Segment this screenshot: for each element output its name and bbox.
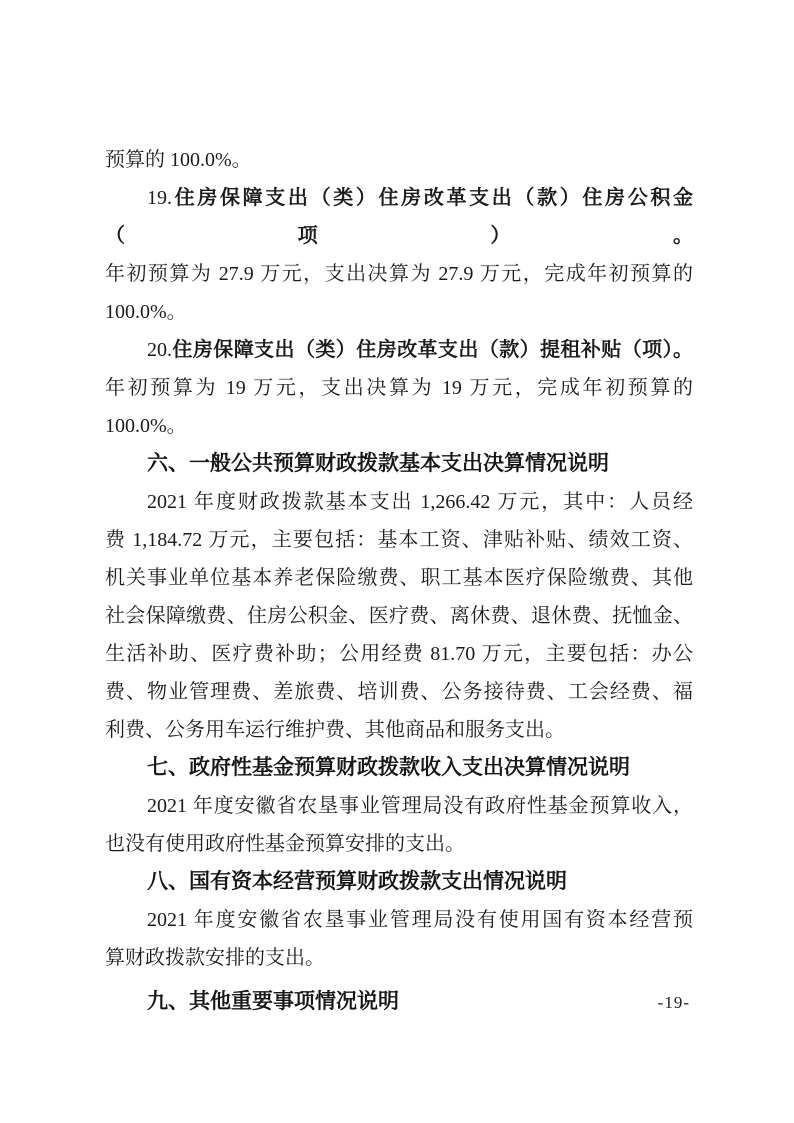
text-line: 社会保障缴费、住房公积金、医疗费、离休费、退休费、抚恤金、 [105, 605, 693, 627]
text-line: 2021 年度安徽省农垦事业管理局没有政府性基金预算收入， [147, 795, 693, 817]
list-item-line [105, 179, 693, 255]
text-line: 利费、公务用车运行维护费、其他商品和服务支出。 [105, 719, 565, 741]
text-line: 预算的 100.0%。 [105, 149, 252, 171]
item-title: 住房保障支出（类）住房改革支出（款）住房公积金（项）。 [105, 187, 693, 247]
text-line: 年初预算为 19 万元，支出决算为 19 万元，完成年初预算的 [105, 377, 693, 399]
section-heading: 七、政府性基金预算财政拨款收入支出决算情况说明 [147, 756, 630, 779]
text-line: 2021 年度安徽省农垦事业管理局没有使用国有资本经营预 [147, 909, 693, 931]
item-number: 20. [147, 339, 172, 361]
section-heading: 六、一般公共预算财政拨款基本支出决算情况说明 [147, 452, 609, 475]
text-line: 也没有使用政府性基金预算安排的支出。 [105, 833, 465, 855]
item-title: 住房保障支出（类）住房改革支出（款）提租补贴（项）。 [172, 339, 693, 361]
text-line: 机关事业单位基本养老保险缴费、职工基本医疗保险缴费、其他 [105, 567, 693, 589]
text-line: 100.0%。 [105, 415, 187, 437]
text-line: 100.0%。 [105, 301, 187, 323]
document-body [105, 141, 693, 1021]
section-heading: 八、国有资本经营预算财政拨款支出情况说明 [147, 870, 567, 893]
item-number: 19. [147, 187, 172, 209]
list-item-line [105, 331, 693, 369]
text-line: 生活补助、医疗费补助；公用经费 81.70 万元，主要包括：办公 [105, 643, 693, 665]
text-line: 2021 年度财政拨款基本支出 1,266.42 万元，其中：人员经 [147, 491, 693, 513]
text-line: 算财政拨款安排的支出。 [105, 947, 325, 969]
page-number: -19- [657, 993, 690, 1012]
section-heading: 九、其他重要事项情况说明 [147, 990, 399, 1013]
text-line: 年初预算为 27.9 万元，支出决算为 27.9 万元，完成年初预算的 [105, 263, 693, 285]
text-line: 费 1,184.72 万元，主要包括：基本工资、津贴补贴、绩效工资、 [105, 529, 693, 551]
text-line: 费、物业管理费、差旅费、培训费、公务接待费、工会经费、福 [105, 681, 693, 703]
